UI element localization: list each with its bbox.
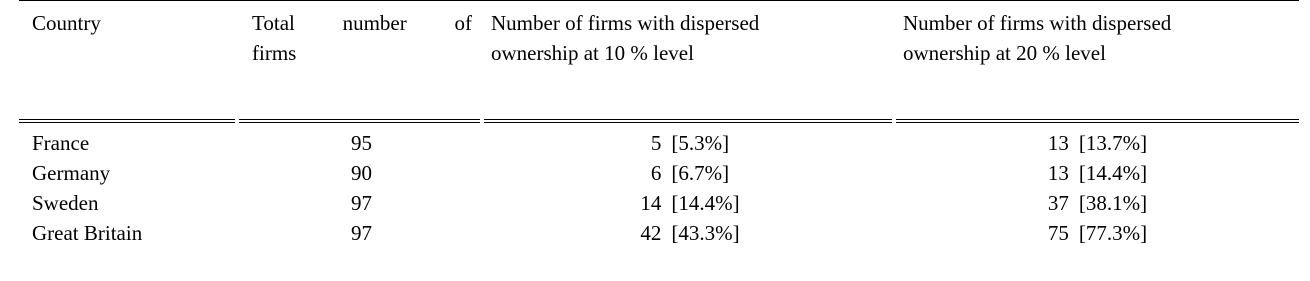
cell-dispersed-10 — [484, 188, 896, 218]
cell-country: Great Britain — [32, 221, 143, 245]
cell-dispersed-20 — [896, 188, 1299, 218]
header-double-rule — [19, 119, 1299, 123]
header-twenty-line2: ownership at 20 % level — [903, 41, 1106, 65]
header-ten-line1: Number of firms with dispersed — [491, 11, 760, 35]
cell-dispersed-10 — [484, 128, 896, 158]
header-total-firms — [239, 1, 484, 119]
cell-total: 97 — [351, 191, 372, 215]
cell-dispersed-10 — [484, 158, 896, 188]
cell-ten-count: 5 — [650, 131, 662, 155]
header-ten-line2: ownership at 10 % level — [491, 41, 694, 65]
cell-ten-count: 14 — [640, 191, 662, 215]
cell-twenty-percent: [13.7%] — [1078, 131, 1148, 155]
cell-ten-count: 42 — [640, 221, 662, 245]
header-dispersed-20 — [896, 1, 1299, 119]
cell-ten-percent: [43.3%] — [671, 221, 740, 245]
cell-ten-count: 6 — [650, 161, 662, 185]
cell-twenty-percent: [77.3%] — [1078, 221, 1148, 245]
cell-country: France — [32, 131, 90, 155]
cell-twenty-count: 37 — [1047, 191, 1069, 215]
header-twenty-line1: Number of firms with dispersed — [903, 11, 1172, 35]
header-country-label: Country — [32, 11, 101, 35]
cell-country: Sweden — [32, 191, 99, 215]
table-row — [19, 188, 1299, 218]
header-dispersed-10 — [484, 1, 896, 119]
cell-dispersed-20 — [896, 128, 1299, 158]
table-body — [19, 123, 1299, 248]
cell-twenty-percent: [38.1%] — [1078, 191, 1148, 215]
cell-twenty-count: 13 — [1047, 131, 1069, 155]
cell-twenty-count: 75 — [1047, 221, 1069, 245]
table-row — [19, 158, 1299, 188]
table-row — [19, 218, 1299, 248]
header-total-line2: firms — [252, 41, 297, 65]
cell-total: 90 — [351, 161, 372, 185]
cell-country: Germany — [32, 161, 111, 185]
cell-total: 97 — [351, 221, 372, 245]
cell-twenty-percent: [14.4%] — [1078, 161, 1148, 185]
double-rule-segment — [19, 119, 235, 123]
cell-dispersed-10 — [484, 218, 896, 248]
table-row — [19, 128, 1299, 158]
cell-ten-percent: [6.7%] — [671, 161, 730, 185]
cell-twenty-count: 13 — [1047, 161, 1069, 185]
double-rule-segment — [896, 119, 1299, 123]
ownership-table — [19, 0, 1299, 248]
cell-ten-percent: [5.3%] — [671, 131, 730, 155]
double-rule-segment — [239, 119, 480, 123]
cell-total: 95 — [351, 131, 372, 155]
header-total-line1: Total number of — [252, 11, 472, 35]
cell-dispersed-20 — [896, 218, 1299, 248]
table-header-row — [19, 1, 1299, 119]
cell-dispersed-20 — [896, 158, 1299, 188]
cell-ten-percent: [14.4%] — [671, 191, 740, 215]
header-country — [19, 1, 239, 119]
double-rule-segment — [484, 119, 892, 123]
